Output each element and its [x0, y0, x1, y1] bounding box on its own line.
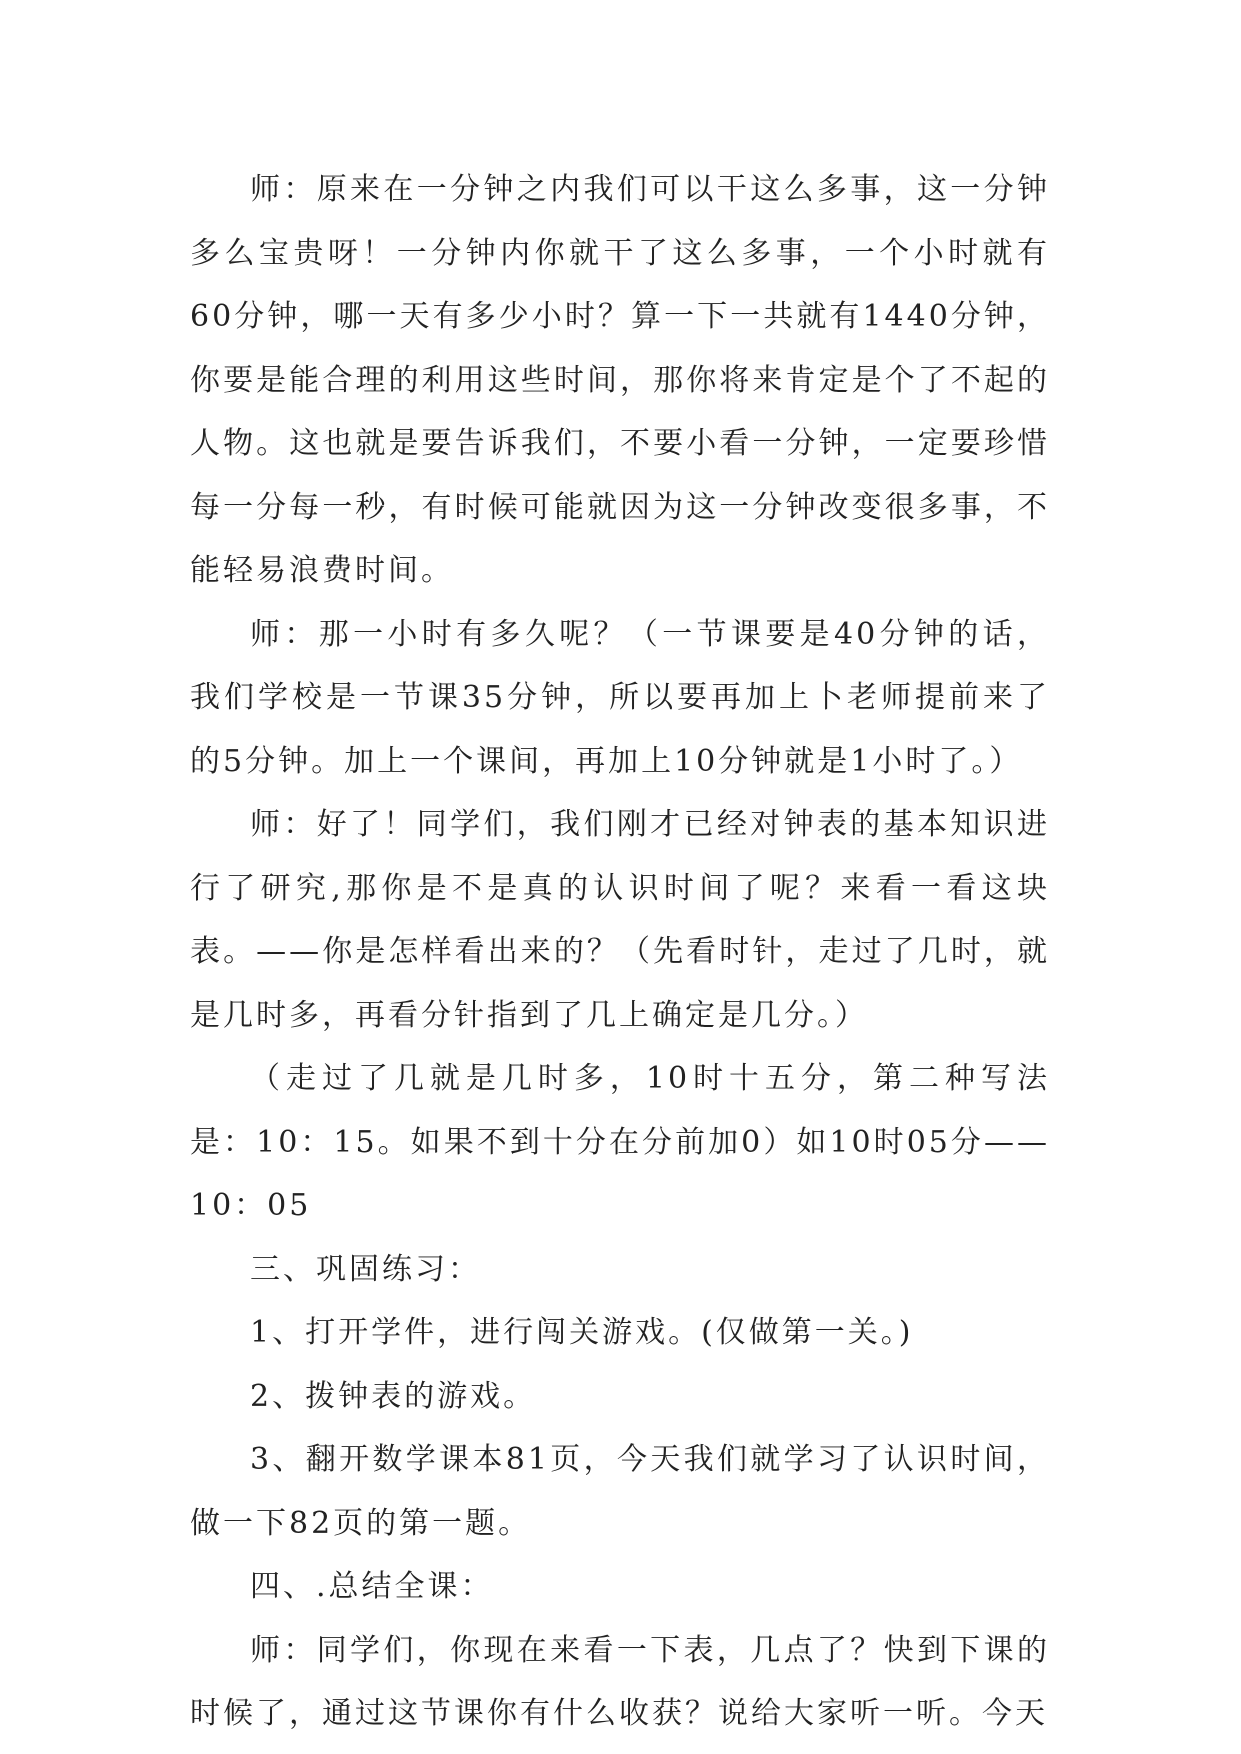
section-heading-summary: 四、.总结全课： — [250, 1569, 494, 1604]
list-item-practice-3: 3、翻开数学课本81页，今天我们就学习了认识时间，做一下82页的第一题。 — [190, 1442, 1050, 1541]
list-item-practice-1: 1、打开学件，进行闯关游戏。(仅做第一关。) — [250, 1315, 914, 1350]
list-item-practice-2: 2、拨钟表的游戏。 — [250, 1378, 537, 1414]
paragraph-one-hour: 师：那一小时有多久呢？（一节课要是40分钟的话，我们学校是一节课35分钟，所以要再加上卜老师提前来了的5分钟。加上一个课间，再加上10分钟就是1小时了。） — [190, 616, 1050, 779]
paragraph-read-clock: 师：好了！同学们，我们刚才已经对钟表的基本知识进行了研究,那你是不是真的认识时间了呢？来看一看这块表。——你是怎样看出来的？（先看时针，走过了几时，就是几时多，再看分针指到了几上确定是几分。） — [190, 807, 1050, 1033]
document-body — [190, 158, 1050, 1746]
section-heading-practice: 三、巩固练习： — [250, 1251, 481, 1287]
paragraph-one-minute: 师：原来在一分钟之内我们可以干这么多事，这一分钟多么宝贵呀！一分钟内你就干了这么多事，一个小时就有60分钟，哪一天有多少小时？算一下一共就有1440分钟，你要是能合理的利用这些时间，那你将来肯定是个了不起的人物。这也就是要告诉我们，不要小看一分钟，一定要珍惜每一分每一秒，有时候可能就因为这一分钟改变很多事，不能轻易浪费时间。 — [190, 172, 1050, 588]
paragraph-time-notation: （走过了几就是几时多，10时十五分，第二种写法是：10：15。如果不到十分在分前加0）如10时05分——10：05 — [190, 1061, 1050, 1223]
paragraph-summary: 师：同学们，你现在来看一下表，几点了？快到下课的时候了，通过这节课你有什么收获？说给大家听一听。今天 — [190, 1632, 1050, 1731]
